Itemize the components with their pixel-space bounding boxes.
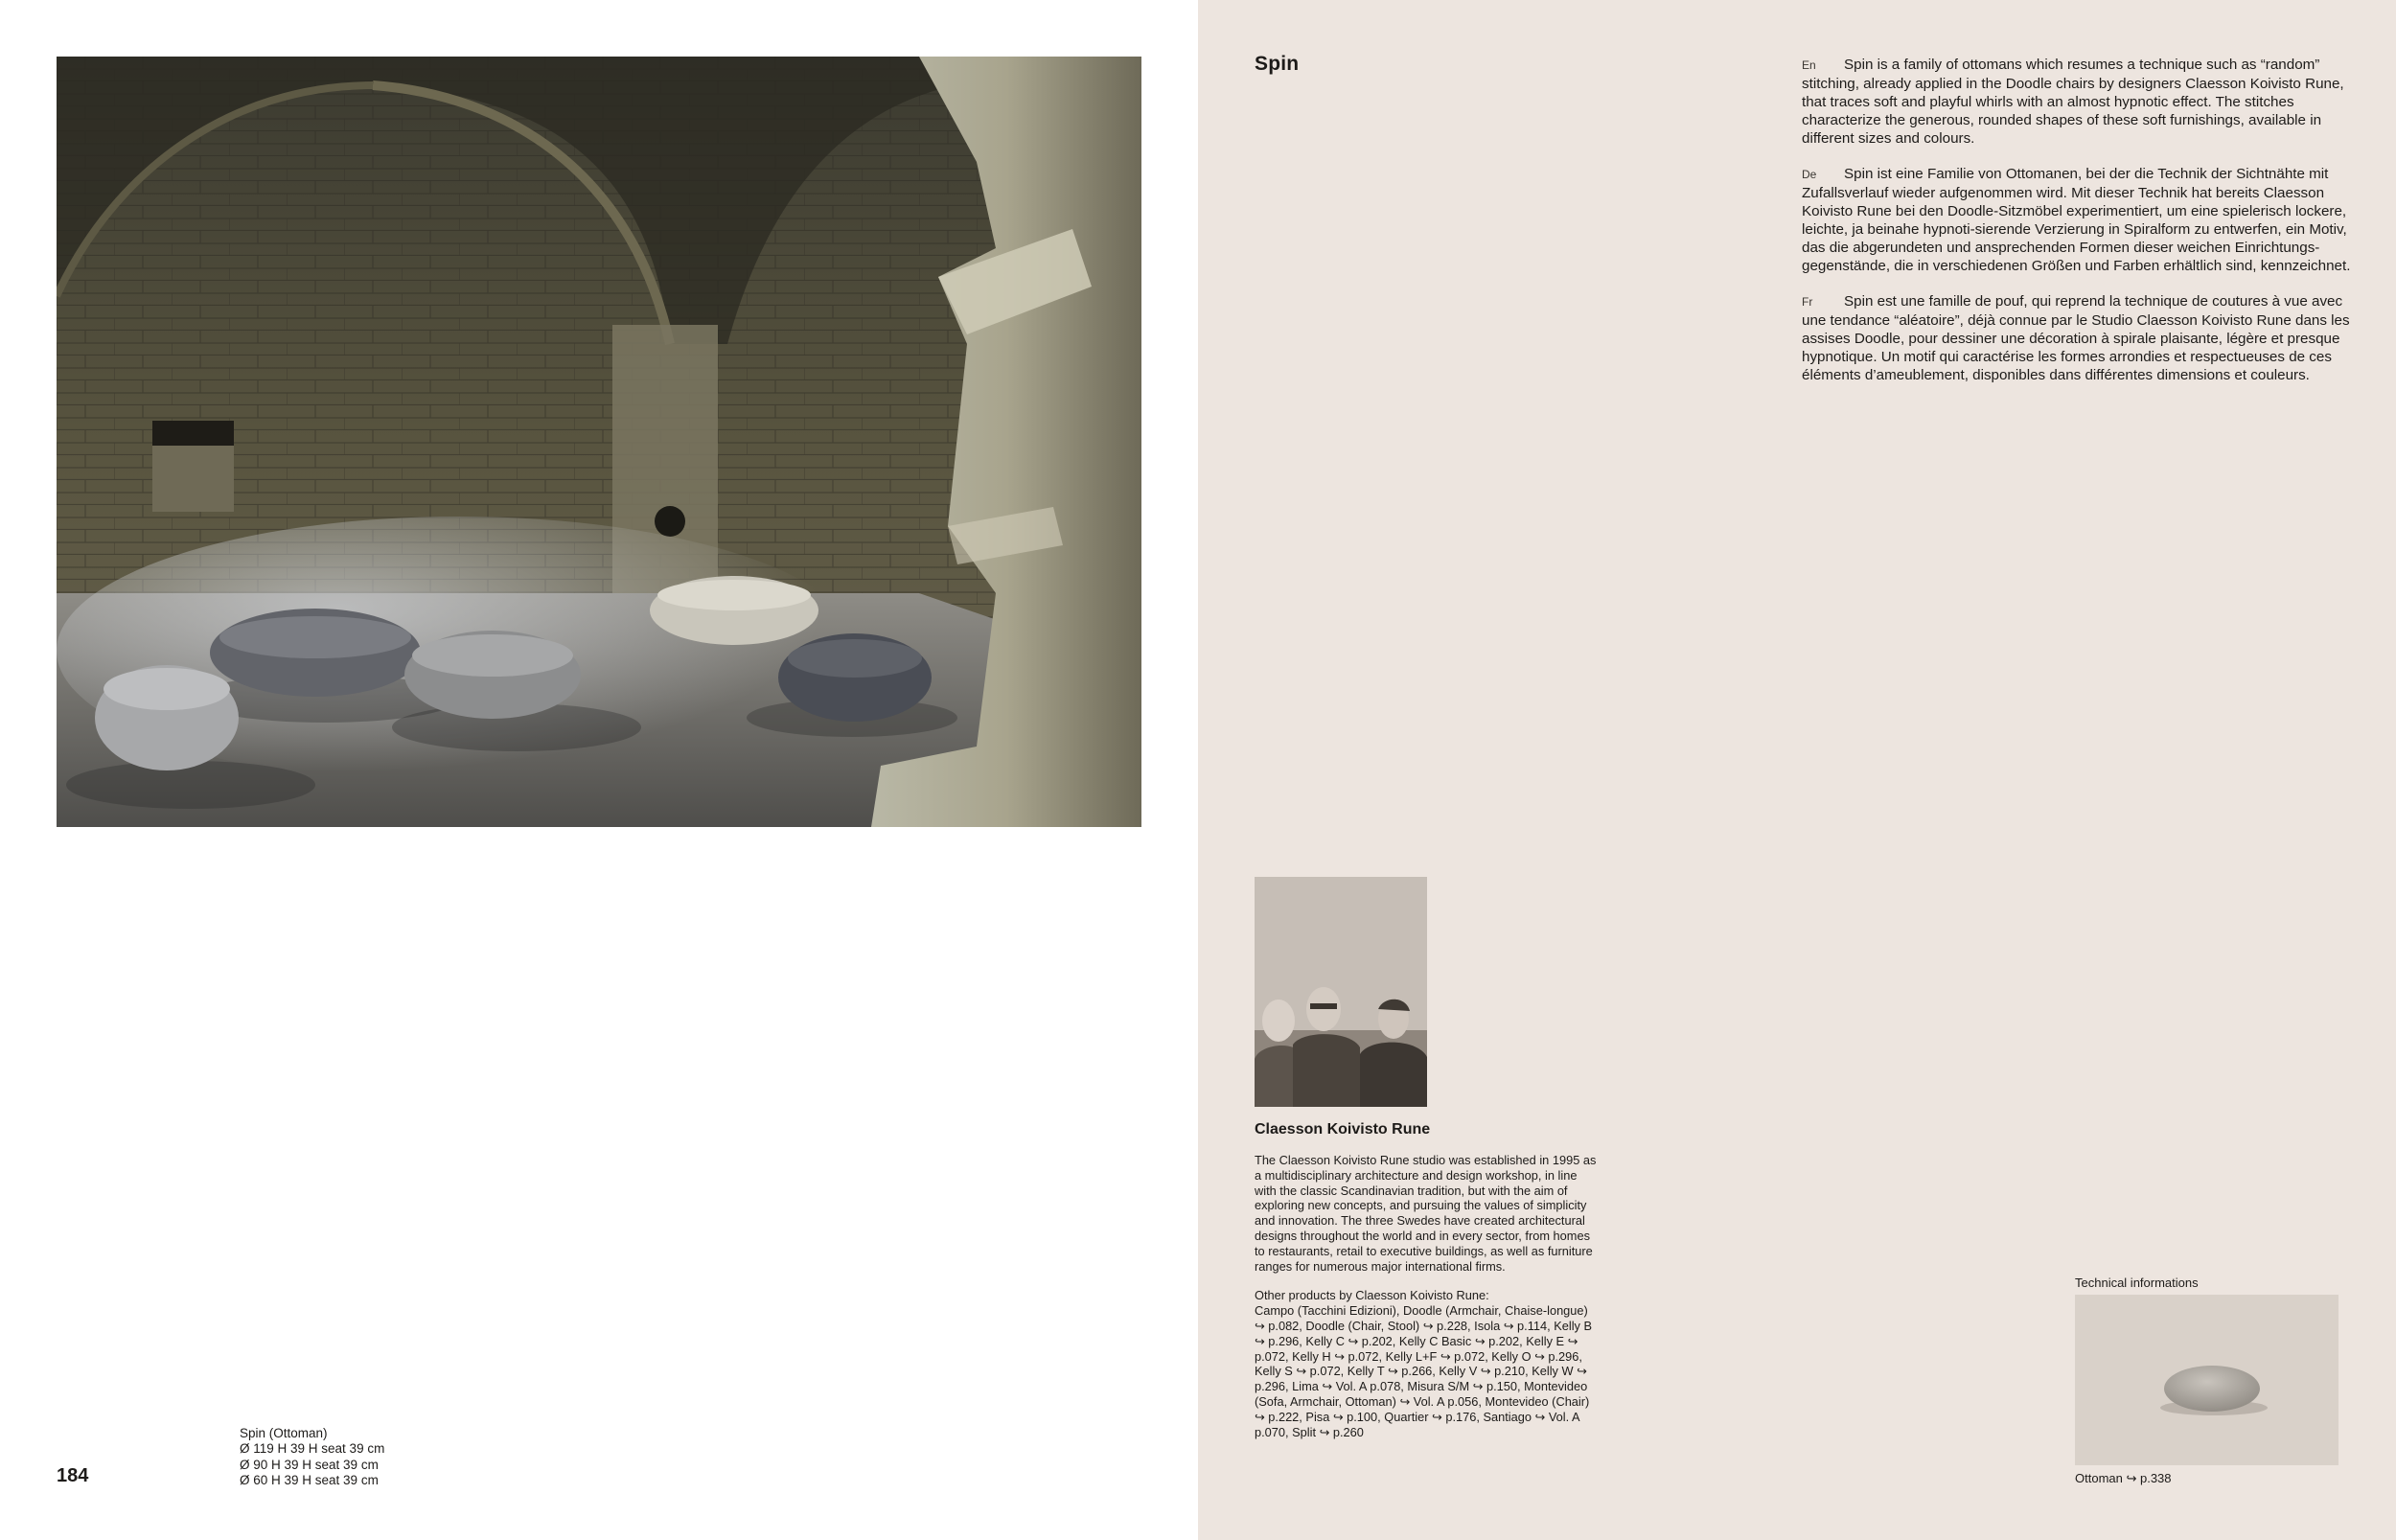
description-text: Spin est une famille de pouf, qui reprend la technique de coutures à vue avec une tendance “aléatoire”, déjà connue par le Studio Claesson Koivisto Rune dans les assises Doodle, pour dessiner une décoration à spirale plaisante, légère et presque hypnotique. Un motif qui caractérise les formes arrondies et respectueuses de ces éléments d’ameublement, disponibles dans différentes dimensions et couleurs. bbox=[1802, 293, 2350, 383]
page-number: 184 bbox=[57, 1465, 89, 1486]
description-text: Spin is a family of ottomans which resumes a technique such as “random” stitching, already applied in the Doodle chairs by designers Claesson Koivisto Rune, that traces soft and playful whirls with an almost hypnotic effect. The stitches characterize the generous, rounded shapes of these soft furnishings, available in different sizes and colours. bbox=[1802, 57, 2344, 147]
caption-title: Spin (Ottoman) bbox=[240, 1426, 328, 1440]
description-block bbox=[1802, 56, 2353, 402]
technical-thumbnail bbox=[2075, 1295, 2338, 1465]
description-text: Spin ist eine Familie von Ottomanen, bei der die Technik der Sichtnähte mit Zufallsverlauf wieder aufgenommen wird. Mit dieser Technik hat bereits Claesson Koivisto Rune bei den Doodle-Sitzmöbel experimentiert, um eine spielerisch lockere, leichte, ja beinahe hypnoti-sierende Verzierung in Spiralform zu entwerfen, ein Motiv, das die abgerundeten und ansprechenden Formen dieser weichen Einrichtungs-gegenstände, die in verschiedenen Größen und Farben erhältlich sind, kennzeichnet. bbox=[1802, 166, 2351, 274]
other-products bbox=[1255, 1288, 1600, 1439]
description-fr bbox=[1802, 292, 2353, 384]
technical-label: Technical informations bbox=[2075, 1276, 2199, 1290]
product-caption bbox=[240, 1426, 384, 1488]
other-products-heading: Other products by Claesson Koivisto Rune: bbox=[1255, 1288, 1489, 1303]
caption-dimension-line: Ø 90 H 39 H seat 39 cm bbox=[240, 1457, 379, 1472]
designer-portrait bbox=[1255, 877, 1427, 1107]
designer-name: Claesson Koivisto Rune bbox=[1255, 1121, 1431, 1138]
other-products-list: Campo (Tacchini Edizioni), Doodle (Armchair, Chaise-longue) ↪ p.082, Doodle (Chair, Stool) ↪ p.228, Isola ↪ p.114, Kelly B ↪ p.296, Kelly C ↪ p.202, Kelly C Basic ↪ p.202, Kelly E ↪ p.072, Kelly H ↪ p.072, Kelly L+F ↪ p.072, Kelly O ↪ p.296, Kelly S ↪ p.072, Kelly T ↪ p.266, Kelly V ↪ p.210, Kelly W ↪ p.296, Lima ↪ Vol. A p.078, Misura S/M ↪ p.150, Montevideo (Sofa, Armchair, Ottoman) ↪ Vol. A p.056, Montevideo (Chair) ↪ p.222, Pisa ↪ p.100, Quartier ↪ p.176, Santiago ↪ Vol. A p.070, Split ↪ p.260 bbox=[1255, 1303, 1593, 1439]
technical-caption: Ottoman ↪ p.338 bbox=[2075, 1471, 2172, 1485]
caption-dimension-line: Ø 119 H 39 H seat 39 cm bbox=[240, 1441, 385, 1457]
right-page bbox=[1198, 0, 2396, 1540]
designer-bio bbox=[1255, 1153, 1600, 1454]
language-tag: Fr bbox=[1802, 295, 1813, 309]
hero-photo bbox=[57, 57, 1141, 827]
description-en bbox=[1802, 56, 2353, 148]
product-title: Spin bbox=[1255, 53, 1300, 75]
language-tag: En bbox=[1802, 58, 1816, 72]
bio-text: The Claesson Koivisto Rune studio was established in 1995 as a multidisciplinary architecture and design workshop, in line with the classic Scandinavian tradition, but with the aim of exploring new concepts, and pursuing the values of simplicity and innovation. The three Swedes have created architectural designs throughout the world and in every sector, from homes to restaurants, retail to executive buildings, as well as furniture ranges for numerous major international firms. bbox=[1255, 1153, 1597, 1274]
caption-dimension-line: Ø 60 H 39 H seat 39 cm bbox=[240, 1472, 379, 1487]
description-de bbox=[1802, 165, 2353, 275]
language-tag: De bbox=[1802, 168, 1817, 181]
